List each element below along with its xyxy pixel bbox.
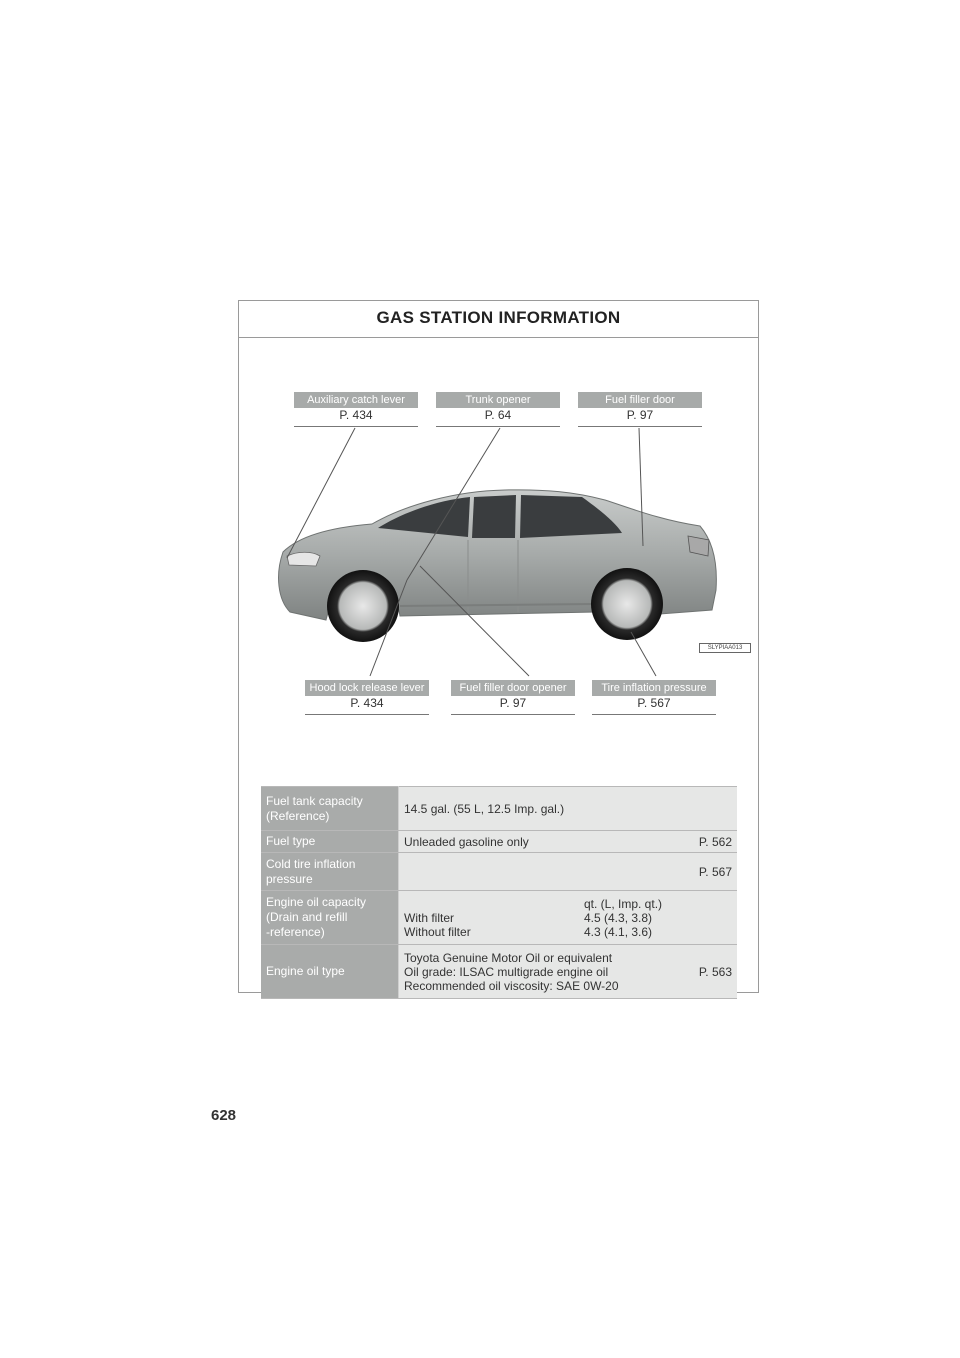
page-reference: P. 562 [698,834,732,849]
callout-label: Fuel filler door opener [451,680,575,696]
table-row: Engine oil type Toyota Genuine Motor Oil or equivalent Oil grade: ILSAC multigrade engine oil Recommended oil viscosity: SAE 0W-20 P. 563 [261,945,737,999]
oil-capacity-values: qt. (L, Imp. qt.) With filter 4.5 (4.3, 3.8) Without filter 4.3 (4.1, 3.6) [404,897,732,939]
fuel-type-value: Unleaded gasoline only [404,834,529,849]
table-row [261,831,737,853]
row-label: Fuel tank capacity (Reference) [261,787,399,831]
row-label: Cold tire inflation pressure [261,853,399,891]
row-label: Fuel type [261,831,399,853]
table-row [261,891,737,945]
callout-auxiliary-catch-lever [294,392,418,427]
callout-label: Trunk opener [436,392,560,408]
fuel-tank-capacity-value: 14.5 gal. (55 L, 12.5 Imp. gal.) [399,787,738,831]
page-reference: P. 563 [698,964,732,979]
front-wheel [327,570,399,642]
callout-fuel-filler-door-opener [451,680,575,715]
rear-wheel [591,568,663,640]
illustration-code: SLYPIAA013 [699,643,751,653]
page-reference: P. 64 [436,408,560,427]
page-reference: P. 567 [592,696,716,715]
callout-label: Auxiliary catch lever [294,392,418,408]
page-number: 628 [211,1107,237,1124]
page-reference: P. 97 [578,408,702,427]
page-reference: P. 434 [294,408,418,427]
callout-trunk-opener [436,392,560,427]
callout-hood-lock-release-lever [305,680,429,715]
page-reference: P. 567 [698,864,732,879]
page-reference: P. 97 [451,696,575,715]
row-label: Engine oil capacity (Drain and refill -reference) [261,891,399,945]
callout-label: Fuel filler door [578,392,702,408]
table-row [261,853,737,891]
callout-fuel-filler-door [578,392,702,427]
section-title: GAS STATION INFORMATION [239,301,758,338]
oil-capacity-unit: qt. (L, Imp. qt.) [584,896,663,911]
callout-tire-inflation-pressure [592,680,716,715]
row-label: Engine oil type [261,945,399,999]
table-row [261,787,737,831]
page-reference: P. 434 [305,696,429,715]
specifications-table [261,786,737,999]
callout-label: Tire inflation pressure [592,680,716,696]
callout-label: Hood lock release lever [305,680,429,696]
